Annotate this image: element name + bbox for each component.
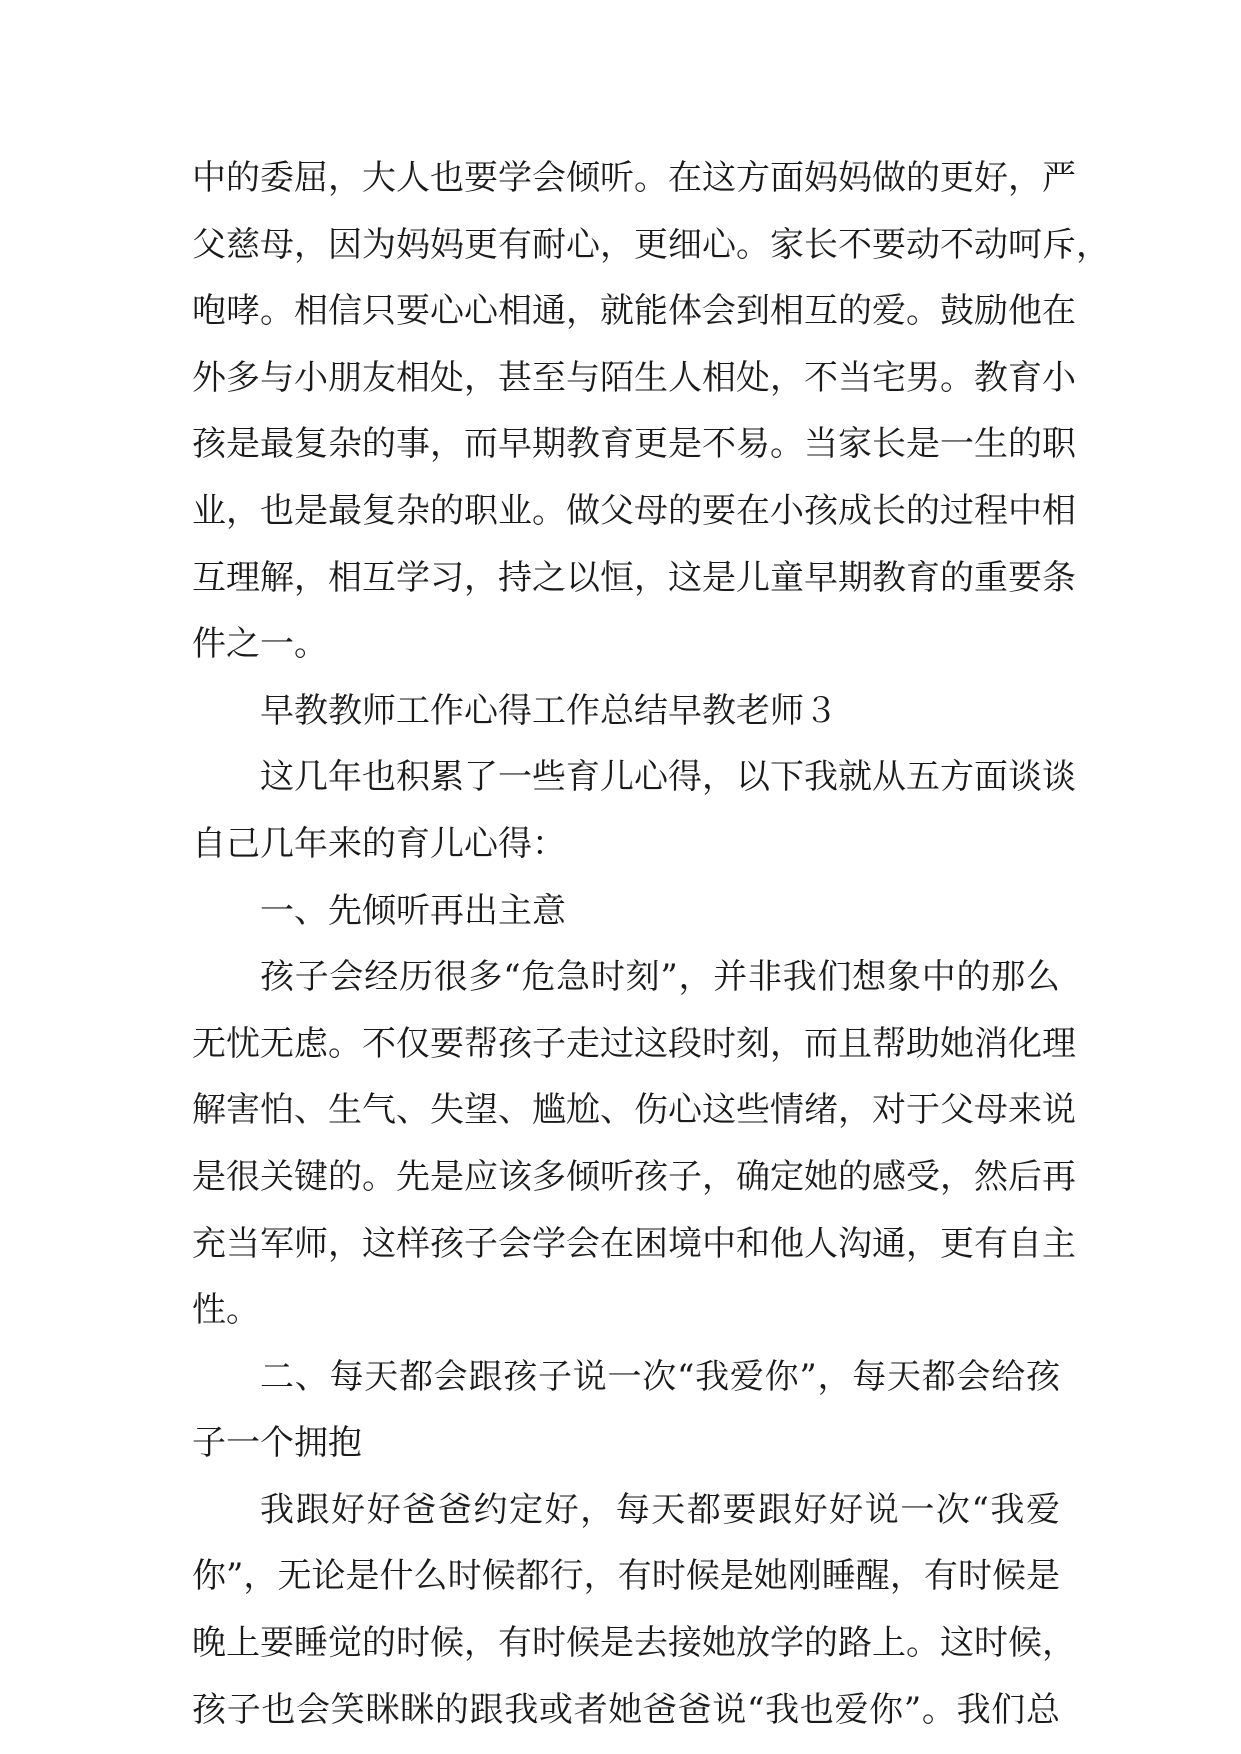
text-line: 这几年也积累了一些育儿心得，以下我就从五方面谈谈 xyxy=(260,757,1076,798)
text-line: 孩子会经历很多“危急时刻”，并非我们想象中的那么 xyxy=(260,957,1060,998)
subsection-heading: 二、每天都会跟孩子说一次“我爱你”，每天都会给孩 xyxy=(260,1356,1060,1397)
section-heading: 早教教师工作心得工作总结早教老师３ xyxy=(260,690,838,731)
subsection-heading: 一、先倾听再出主意 xyxy=(260,890,566,931)
text-line: 无忧无虑。不仅要帮孩子走过这段时刻，而且帮助她消化理 xyxy=(192,1023,1076,1064)
text-line: 我跟好好爸爸约定好，每天都要跟好好说一次“我爱 xyxy=(260,1489,1060,1530)
text-line: 外多与小朋友相处，甚至与陌生人相处，不当宅男。教育小 xyxy=(192,357,1076,398)
text-line: 业，也是最复杂的职业。做父母的要在小孩成长的过程中相 xyxy=(192,490,1076,531)
text-line: 是很关键的。先是应该多倾听孩子，确定她的感受，然后再 xyxy=(192,1156,1076,1197)
text-line: 中的委屈，大人也要学会倾听。在这方面妈妈做的更好，严 xyxy=(192,158,1076,198)
text-line: 互理解，相互学习，持之以恒，这是儿童早期教育的重要条 xyxy=(192,557,1076,598)
text-line: 性。 xyxy=(192,1290,260,1331)
text-line: 晚上要睡觉的时候，有时候是去接她放学的路上。这时候， xyxy=(192,1623,1076,1664)
document-body xyxy=(192,145,1110,1743)
text-line: 自己几年来的育儿心得： xyxy=(192,823,566,864)
text-line: 解害怕、生气、失望、尴尬、伤心这些情绪，对于父母来说 xyxy=(192,1090,1076,1131)
text-line: 孩是最复杂的事，而早期教育更是不易。当家长是一生的职 xyxy=(192,424,1076,465)
text-line: 充当军师，这样孩子会学会在困境中和他人沟通，更有自主 xyxy=(192,1223,1076,1264)
text-line: 件之一。 xyxy=(192,624,328,665)
subsection-heading: 子一个拥抱 xyxy=(192,1423,362,1464)
text-line: 父慈母，因为妈妈更有耐心，更细心。家长不要动不动呵斥， xyxy=(192,224,1110,265)
text-line: 你”，无论是什么时候都行，有时候是她刚睡醒，有时候是 xyxy=(192,1556,1060,1597)
text-line: 孩子也会笑眯眯的跟我或者她爸爸说“我也爱你”。我们总 xyxy=(192,1689,1060,1730)
text-line: 咆哮。相信只要心心相通，就能体会到相互的爱。鼓励他在 xyxy=(192,291,1076,332)
